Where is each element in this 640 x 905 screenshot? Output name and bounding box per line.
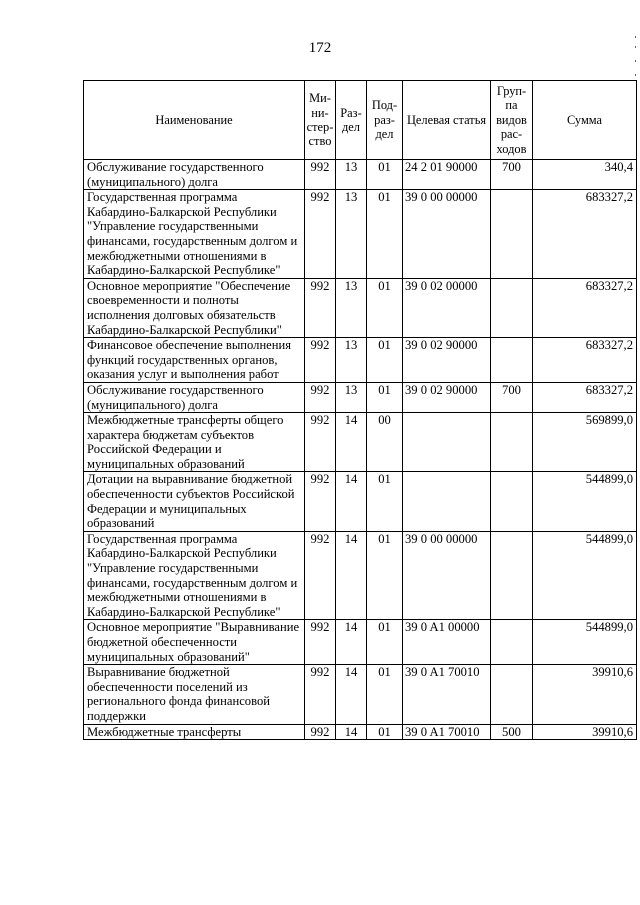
table-row [84,665,637,724]
row-subsection: 01 [367,665,403,724]
row-ministry: 992 [305,278,336,337]
header-section: Раз- дел [336,81,367,160]
row-sum: 683327,2 [533,382,637,412]
row-subsection: 01 [367,160,403,190]
row-name: Финансовое обеспечение выполнения функций государственных органов, оказания услуг и выполнения работ [84,338,305,383]
row-target [403,472,491,531]
scan-edge-mark [635,60,636,62]
row-sum: 683327,2 [533,190,637,279]
row-name: Основное мероприятие "Обеспечение своевременности и полноты исполнения долговых обязательств Кабардино-Балкарской Республики" [84,278,305,337]
row-ministry: 992 [305,531,336,620]
row-subsection: 01 [367,724,403,740]
table-header-row [84,81,637,160]
table-row [84,472,637,531]
row-group [491,665,533,724]
table-row [84,160,637,190]
row-ministry: 992 [305,724,336,740]
row-target: 39 0 00 00000 [403,531,491,620]
table-row [84,531,637,620]
row-ministry: 992 [305,472,336,531]
row-group: 500 [491,724,533,740]
row-target: 39 0 02 90000 [403,338,491,383]
row-sum: 683327,2 [533,338,637,383]
row-target: 39 0 02 90000 [403,382,491,412]
table-row [84,338,637,383]
row-sum: 544899,0 [533,472,637,531]
row-sum: 683327,2 [533,278,637,337]
table-row [84,413,637,472]
row-target: 24 2 01 90000 [403,160,491,190]
header-group: Груп- па видов рас- ходов [491,81,533,160]
scan-edge-mark [635,74,636,76]
table-row [84,278,637,337]
row-sum: 39910,6 [533,724,637,740]
row-ministry: 992 [305,620,336,665]
row-name: Основное мероприятие "Выравнивание бюджетной обеспеченности муниципальных образований" [84,620,305,665]
row-name: Государственная программа Кабардино-Балкарской Республики "Управление государственными финансами, государственным долгом и межбюджетными отношениями в Кабардино-Балкарской Республике" [84,531,305,620]
row-subsection: 01 [367,338,403,383]
row-subsection: 01 [367,531,403,620]
row-subsection: 01 [367,382,403,412]
row-target: 39 0 A1 00000 [403,620,491,665]
row-ministry: 992 [305,160,336,190]
table-row [84,382,637,412]
row-group: 700 [491,382,533,412]
row-ministry: 992 [305,665,336,724]
page-number: 172 [308,40,332,56]
row-target: 39 0 02 00000 [403,278,491,337]
row-section: 14 [336,724,367,740]
row-sum: 569899,0 [533,413,637,472]
row-subsection: 01 [367,190,403,279]
row-subsection: 01 [367,620,403,665]
row-subsection: 01 [367,472,403,531]
row-group [491,620,533,665]
scan-edge-mark [635,46,636,48]
row-group [491,472,533,531]
row-name: Обслуживание государственного (муниципального) долга [84,160,305,190]
row-target: 39 0 A1 70010 [403,665,491,724]
row-section: 13 [336,382,367,412]
row-section: 13 [336,278,367,337]
row-target: 39 0 A1 70010 [403,724,491,740]
row-group [491,531,533,620]
budget-table [83,80,637,740]
row-section: 14 [336,531,367,620]
row-name: Государственная программа Кабардино-Балкарской Республики "Управление государственными финансами, государственным долгом и межбюджетными отношениями в Кабардино-Балкарской Республике" [84,190,305,279]
row-group [491,338,533,383]
row-ministry: 992 [305,338,336,383]
row-group: 700 [491,160,533,190]
row-subsection: 01 [367,278,403,337]
row-name: Выравнивание бюджетной обеспеченности поселений из регионального фонда финансовой поддержки [84,665,305,724]
row-group [491,413,533,472]
table-row [84,620,637,665]
row-name: Обслуживание государственного (муниципального) долга [84,382,305,412]
row-section: 14 [336,620,367,665]
header-ministry: Ми- ни- стер- ство [305,81,336,160]
table-row [84,724,637,740]
row-sum: 340,4 [533,160,637,190]
row-target: 39 0 00 00000 [403,190,491,279]
row-section: 13 [336,160,367,190]
row-section: 13 [336,338,367,383]
row-group [491,190,533,279]
row-section: 13 [336,190,367,279]
row-subsection: 00 [367,413,403,472]
row-section: 14 [336,665,367,724]
header-sum: Сумма [533,81,637,160]
row-target [403,413,491,472]
row-name: Дотации на выравнивание бюджетной обеспеченности субъектов Российской Федерации и муниципальных образований [84,472,305,531]
row-ministry: 992 [305,413,336,472]
row-name: Межбюджетные трансферты общего характера бюджетам субъектов Российской Федерации и муниципальных образований [84,413,305,472]
row-sum: 39910,6 [533,665,637,724]
header-name: Наименование [84,81,305,160]
row-section: 14 [336,413,367,472]
row-section: 14 [336,472,367,531]
table-row [84,190,637,279]
scan-edge-mark [635,36,636,38]
header-target: Целевая статья [403,81,491,160]
row-sum: 544899,0 [533,531,637,620]
row-group [491,278,533,337]
row-ministry: 992 [305,382,336,412]
row-ministry: 992 [305,190,336,279]
header-subsection: Под- раз- дел [367,81,403,160]
row-sum: 544899,0 [533,620,637,665]
row-name: Межбюджетные трансферты [84,724,305,740]
